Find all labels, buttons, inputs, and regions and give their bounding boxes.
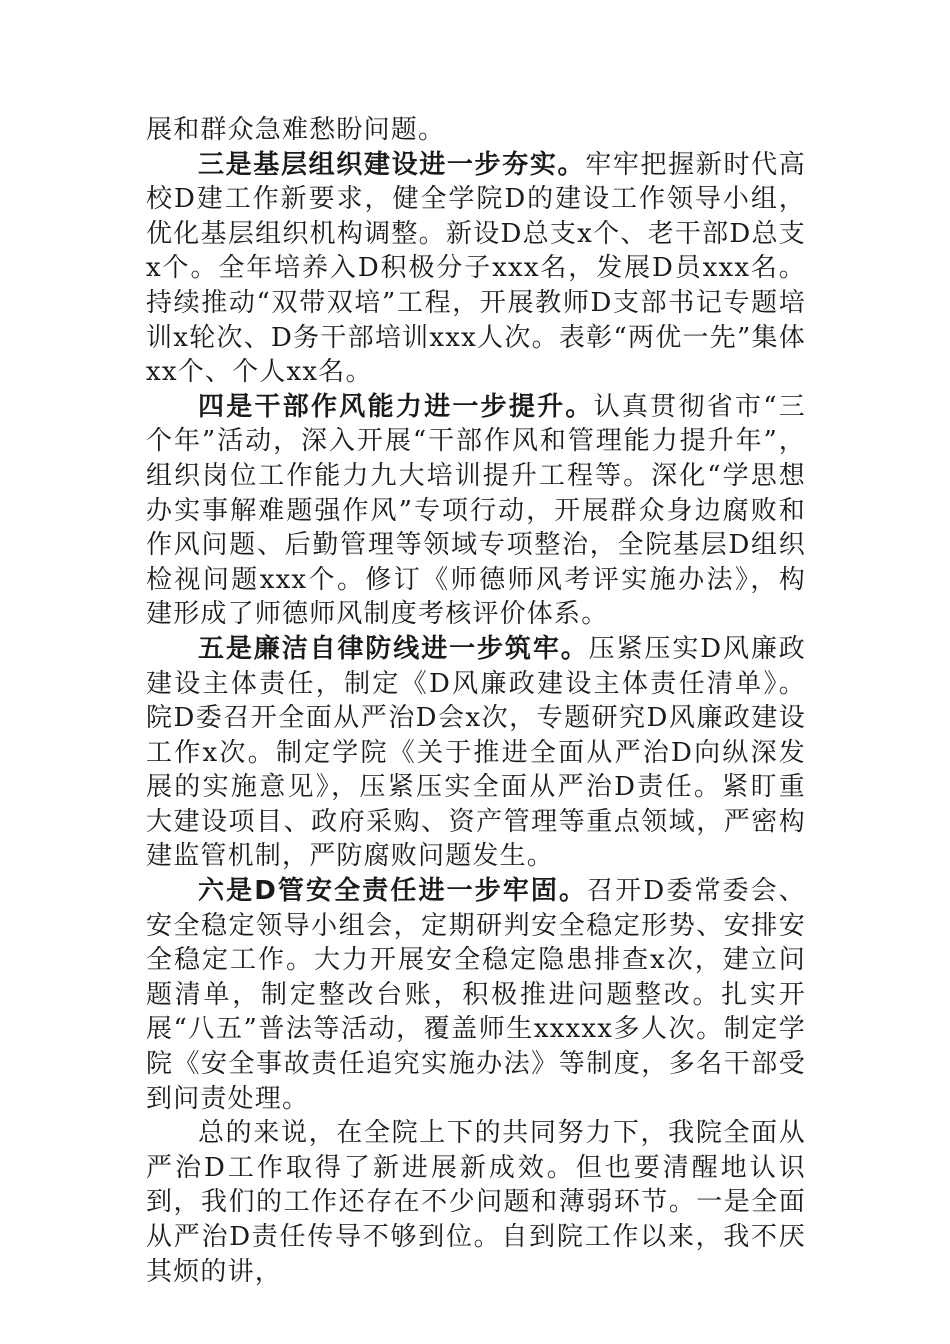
paragraph-cadre-style bbox=[146, 390, 806, 632]
paragraph-continuation bbox=[146, 113, 806, 148]
paragraph-heading: 三是基层组织建设进一步夯实。 bbox=[198, 149, 586, 180]
paragraph-heading: 六是D管安全责任进一步牢固。 bbox=[198, 876, 588, 907]
paragraph-text: 召开D委常委会、安全稳定领导小组会，定期研判安全稳定形势、安排安全稳定工作。大力开展安全稳定隐患排查x次，建立问题清单，制定整改台账，积极推进问题整改。扎实开展“八五”普法等活动，覆盖师生xxxxx多人次。制定学院《安全事故责任追究实施办法》等制度，多名干部受到问责处理。 bbox=[146, 876, 806, 1114]
paragraph-text: 展和群众急难愁盼问题。 bbox=[146, 115, 446, 145]
paragraph-text: 认真贯彻省市“三个年”活动，深入开展“干部作风和管理能力提升年”，组织岗位工作能力九大培训提升工程等。深化“学思想办实事解难题强作风”专项行动，开展群众身边腐败和作风问题、后勤管理等领域专项整治，全院基层D组织检视问题xxx个。修订《师德师风考评实施办法》，构建形成了师德师风制度考核评价体系。 bbox=[146, 391, 806, 630]
paragraph-heading: 四是干部作风能力进一步提升。 bbox=[198, 391, 594, 422]
paragraph-integrity-defense bbox=[146, 632, 806, 874]
paragraph-heading: 五是廉洁自律防线进一步筑牢。 bbox=[198, 633, 589, 664]
paragraph-text: 总的来说，在全院上下的共同努力下，我院全面从严治D工作取得了新进展新成效。但也要清醒地认识到，我们的工作还存在不少问题和薄弱环节。一是全面从严治D责任传导不够到位。自到院工作以来，我不厌其烦的讲， bbox=[146, 1118, 806, 1287]
paragraph-text: 压紧压实D风廉政建设主体责任，制定《D风廉政建设主体责任清单》。院D委召开全面从严治D会x次，专题研究D风廉政建设工作x次。制定学院《关于推进全面从严治D向纵深发展的实施意见》，压紧压实全面从严治D责任。紧盯重大建设项目、政府采购、资产管理等重点领域，严密构建监管机制，严防腐败问题发生。 bbox=[146, 633, 806, 872]
paragraph-text: 牢牢把握新时代高校D建工作新要求，健全学院D的建设工作领导小组，优化基层组织机构调整。新设D总支x个、老干部D总支x个。全年培养入D积极分子xxx名，发展D员xxx名。持续推动“双带双培”工程，开展教师D支部书记专题培训x轮次、D务干部培训xxx人次。表彰“两优一先”集体xx个、个人xx名。 bbox=[146, 149, 806, 388]
document-body bbox=[146, 113, 806, 1289]
paragraph-safety-responsibility bbox=[146, 874, 806, 1116]
paragraph-summary bbox=[146, 1116, 806, 1289]
paragraph-grassroots-organization bbox=[146, 148, 806, 390]
